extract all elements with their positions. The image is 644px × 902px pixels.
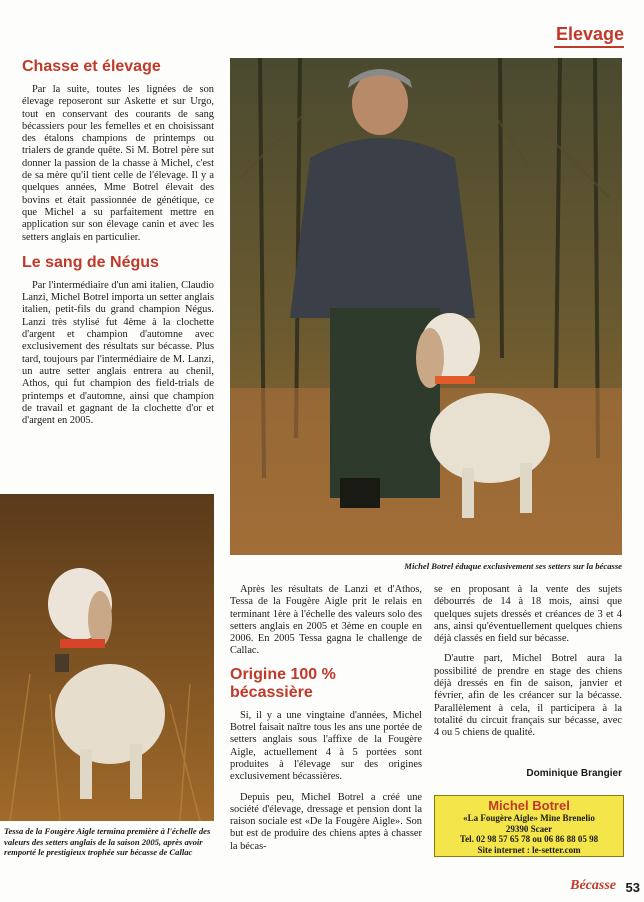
contact-phone: Tel. 02 98 57 65 78 ou 06 86 88 05 98 bbox=[459, 834, 599, 844]
right-text bbox=[434, 584, 622, 740]
magazine-logo: Bécasse bbox=[570, 878, 616, 893]
left-text-1 bbox=[22, 84, 214, 244]
paragraph: Depuis peu, Michel Botrel a créé une société d'élevage, dressage et pension dont la raison sociale est «De la Fougère Aigle». Son but est de produire des chiens aptes à chasser la bécas- bbox=[230, 791, 422, 852]
contact-postcode: 29390 Scaer bbox=[505, 823, 553, 834]
paragraph: Par la suite, toutes les lignées de son élevage reposeront sur Askette et sur Urgo, tout en conservant des courants de sang bécassiers pour les femelles et en choisissant des étalons champions de printemps ou trialers de grande quête. Si M. Botrel père sut donner la passion de la chasse à Michel, c'est de sa mère qu'il tient celle de l'élevage. Il y a quelques années, Mme Botrel élevait des bovins et était passionnée de génétique, ce que Michel a su parfaitement mettre en application sur son élevage canin et avec les setters anglais en particulier. bbox=[22, 84, 214, 243]
small-photo-caption: Tessa de la Fougère Aigle termina première à l'échelle des valeurs des setters anglais de la saison 2005, après avoir remporté le prestigieux trophée sur bécasse de Callac bbox=[4, 826, 211, 857]
middle-text-2 bbox=[230, 710, 422, 853]
heading-origine: Origine 100 % bécassière bbox=[230, 665, 336, 701]
middle-text-1 bbox=[230, 584, 422, 658]
middle-column bbox=[230, 584, 422, 861]
left-column bbox=[22, 58, 214, 435]
paragraph: D'autre part, Michel Botrel aura la possibilité de prendre en stage des chiens déjà dressés en fin de saison, janvier et février, afin de les créancer sur la bécasse. Parallèlement à cela, il participera à la totalité du circuit français sur bécasse, avec 4 ou 5 chiens de qualité. bbox=[434, 653, 622, 739]
right-column bbox=[434, 584, 622, 748]
small-photo bbox=[0, 494, 214, 821]
paragraph: Par l'intermédiaire d'un ami italien, Claudio Lanzi, Michel Botrel importa un setter anglais italien, petit-fils du grand champion Négus. Lanzi très stylisé fut 4ème à la clochette d'argent et champion d'automne avec exclusivement des résultats sur bécasse. Plus tard, toujours par l'intermédiaire de M. Lanzi, un autre setter anglais entrera au chenil, Athos, qui fut champion des field-trials de printemps et d'automne, ainsi que champion de travail et gagnant de la clochette d'or et d'argent en 2005. bbox=[22, 279, 214, 427]
heading-sang-negus: Le sang de Négus bbox=[22, 253, 159, 271]
paragraph: se en proposant à la vente des sujets débourrés de 14 à 18 mois, ainsi que quelques sujets dressés et créances de 3 et 4 ans, ainsi qu'éventuellement quelques chiens déjà classés en field sur bécasse. bbox=[434, 584, 622, 645]
paragraph: Si, il y a une vingtaine d'années, Michel Botrel faisait naître tous les ans une portée de setters anglais sous l'affixe de la Fougère Aigle, actuellement 4 à 5 portées sont produites à l'élevage sur des origines exclusivement bécassières. bbox=[230, 709, 422, 783]
contact-address: «La Fougère Aigle» Mine Brenelio bbox=[463, 813, 595, 823]
paragraph: Après les résultats de Lanzi et d'Athos, Tessa de la Fougère Aigle prit le relais en terminant 1ère à l'échelle des valeurs solo des setters anglais en 2005 et 3ème en couple en 2006. En 2005 Tessa gagna le challenge de Callac. bbox=[230, 584, 422, 657]
author-signature: Dominique Brangier bbox=[526, 768, 622, 779]
section-rule bbox=[554, 46, 624, 48]
main-photo bbox=[230, 58, 622, 555]
photo-setter-tessa bbox=[0, 494, 214, 821]
contact-box bbox=[434, 795, 624, 857]
left-text-2 bbox=[22, 280, 214, 428]
photo-man-with-setter bbox=[230, 58, 622, 555]
heading-chasse-elevage: Chasse et élevage bbox=[22, 58, 161, 75]
page-number: 53 bbox=[625, 880, 640, 895]
contact-website[interactable]: Site internet : le-setter.com bbox=[477, 844, 581, 855]
section-tag: Elevage bbox=[555, 24, 624, 44]
main-photo-caption: Michel Botrel éduque exclusivement ses setters sur la bécasse bbox=[404, 561, 622, 571]
contact-name: Michel Botrel bbox=[488, 798, 570, 813]
